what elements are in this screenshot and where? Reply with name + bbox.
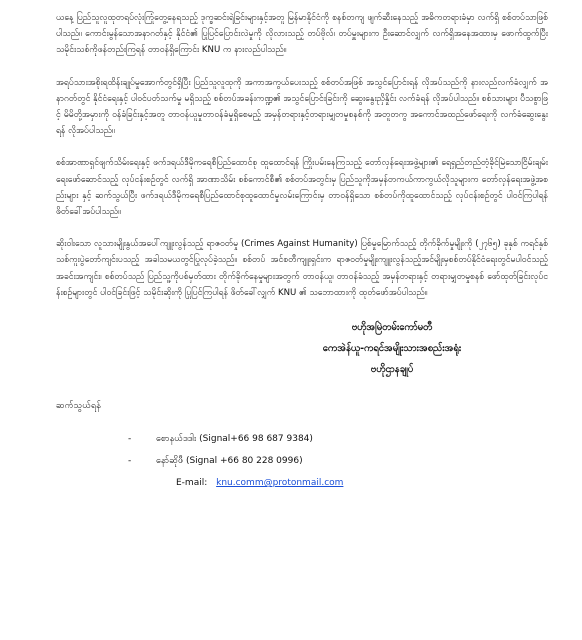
contact-section bbox=[56, 398, 548, 494]
contact-person-1-text: စောနယ်ဒဒါး (Signal+66 98 687 9384) bbox=[156, 434, 313, 445]
paragraph-3: စစ်အာဏာရှင်ဖျက်သိမ်းရေးနှင့် ဖက်ဒရယ်ဒီမိုကရေစီပြည်ထောင်စု ထူထောင်ရန် ကြိုးပမ်းနေကြသည့် တော်လှန်ရေးအဖွဲ့များ၏ ရေရှည်တည်တံ့ခိုင်မြဲသောငြိမ်းချမ်းရေးဖော်ဆောင်သည့် လုပ်ငန်းစဉ်တွင် လက်ရှိ အာဏာသိမ်း စစ်ကောင်စီ၏ စစ်တပ်အတွင်းမှ ပြည်သူကိုအမှန်တကယ်ကာကွယ်လိုသူများက တော်လှန်ရေးအဖွဲ့အစည်းများ နှင့် ဆက်သွယ်ပြီး ဖက်ဒရယ်ဒီမိုကရေစီပြည်ထောင်စုထူထောင်မှုလမ်းကြောင်းမှ တာဝန်ရှိသော စစ်တပ်ကိုထူထောင်သည့် လုပ်ငန်းစဉ်တွင် ပါဝင်ကြပါရန် ဖိတ်ခေါ်အပ်ပါသည်။ bbox=[56, 158, 548, 218]
signature-committee: ဗဟိုအမြဲတမ်းကော်မတီ bbox=[351, 322, 433, 334]
list-dash: - bbox=[128, 434, 132, 445]
email-label: E-mail: bbox=[176, 478, 208, 489]
paragraph-1: ယနေ့ ပြည်သူလူထုတရပ်လုံးကြုံတွေ့နေရသည့် ဒုက္ခဆင်းရဲခြင်းများနှင့်အတူ မြန်မာနိုင်ငံကို စနစ်တကျ ဖျက်ဆီးနေသည့် အဓိကတရားခံမှာ လက်ရှိ စစ်တပ်သာဖြစ်ပါသည်။ ကောင်းမွန်သောအနာဂတ်နှင့် နိုင်ငံ၏ ပြုပြင်ပြောင်းလဲမှုကို လိုလားသည့် တပ်ဗိုလ်၊ တပ်မှူးများက ဦးဆောင်လျှက် လက်ရှိအနေအထားမှ ဖောက်ထွက်ပြီး သမိုင်းသစ်ကိုဖန်တည်းကြရန် တာဝန်ရှိကြောင်း KNU က နားလည်ပါသည်။ bbox=[56, 13, 548, 56]
contact-person-2 bbox=[128, 450, 548, 472]
signature-headquarters: ဗဟိုဌာနချုပ် bbox=[370, 364, 414, 376]
email-link[interactable]: knu.comm@protonmail.com bbox=[216, 478, 344, 489]
paragraph-4: ဆိုးဝါးသော လူသားမျိုးနွယ်အပေါ်ကျူးလွန်သည့် ရာဇဝတ်မှု (Crimes Against Humanity) ပြစ်မှုမြောက်သည့် တိုက်ခိုက်မှုမျိုးကို (၂၇၆၅) ခုနှစ် ကရင်နှစ်သစ်ကူးပွဲတော်ကျင်းပသည့် အခါသမယတွင်ပြုလုပ်ခဲ့သည်။ စစ်တပ် အင်စတီကျူးရှင်းက ရာဇဝတ်မှုမျိုးကျူးလွန်သည့်အင်မျိုးမှစစ်တပ်နိုင်ငံရေးတွင်မပါဝင်သည့် အခင်းအကျင်း၊ စစ်တပ်သည် ပြည်သူ့ကိုပစ်မှတ်ထား တိုက်ခိုက်နေမှုများအတွက် တာဝန်ယူ၊ တာဝန်ခံသည့် အမှန်တရားနှင့် တရားမျှတမှုစနစ် ဖော်ထုတ်ခြင်းလုပ်ငန်းစဉ်များတွင် ပါဝင်ခြင်းဖြင့် သမိုင်းဆိုးကို ပြုပြင်ကြပါရန် ဖိတ်ခေါ်လျှက် KNU ၏ သဘောထားကို ထုတ်ဖော်အပ်ပါသည်။ bbox=[56, 239, 548, 298]
paragraph-2: အရပ်သားအစိုးရထိန်းချုပ်မှုအောက်တွင်ရှိပြီး ပြည်သူလူထုကို အကာအကွယ်ပေးသည့် စစ်တပ်အဖြစ် အသွင်ပြောင်းရန် လိုအပ်သည်ကို နားလည်လက်ခံလျှက် အနာဂတ်တွင် နိုင်ငံရေးနှင့် ပါဝင်ပတ်သက်မှု မရှိသည့် စစ်တပ်အခန်းကဏ္ဍ၏ အသွင်ပြောင်းခြင်းကို ဆွေးနွေးညှိနှိုင်း လက်ခံရန် လိုအပ်ပါသည်။ စစ်သားများ ပီသစွာဖြင့် မိမိတို့အမှားကို ဝန်ခံခြင်းနှင့်အတူ တာဝန်ယူမှုတာဝန်ခံမှုရှိစေမည့် အမှန်တရားနှင့်တရားမျှတမှုစနစ်ကို အတူတကွ အကောင်အထည်ဖော်ရေးကို လက်ခံဆွေးနွေးရန် လိုအပ်ပါသည်။ bbox=[56, 77, 548, 137]
contact-title: ဆက်သွယ်ရန် bbox=[56, 401, 101, 412]
contact-person-1 bbox=[128, 428, 548, 450]
signature-block bbox=[236, 317, 548, 380]
list-dash: - bbox=[128, 456, 132, 467]
signature-organization: ကေအဲန်ယူ-ကရင်အမျိုးသားအစည်းအရုံး bbox=[322, 343, 462, 355]
email-row bbox=[176, 472, 548, 494]
contact-person-2-text: နော်ဆိုဖီ (Signal +66 80 228 0996) bbox=[156, 456, 303, 467]
